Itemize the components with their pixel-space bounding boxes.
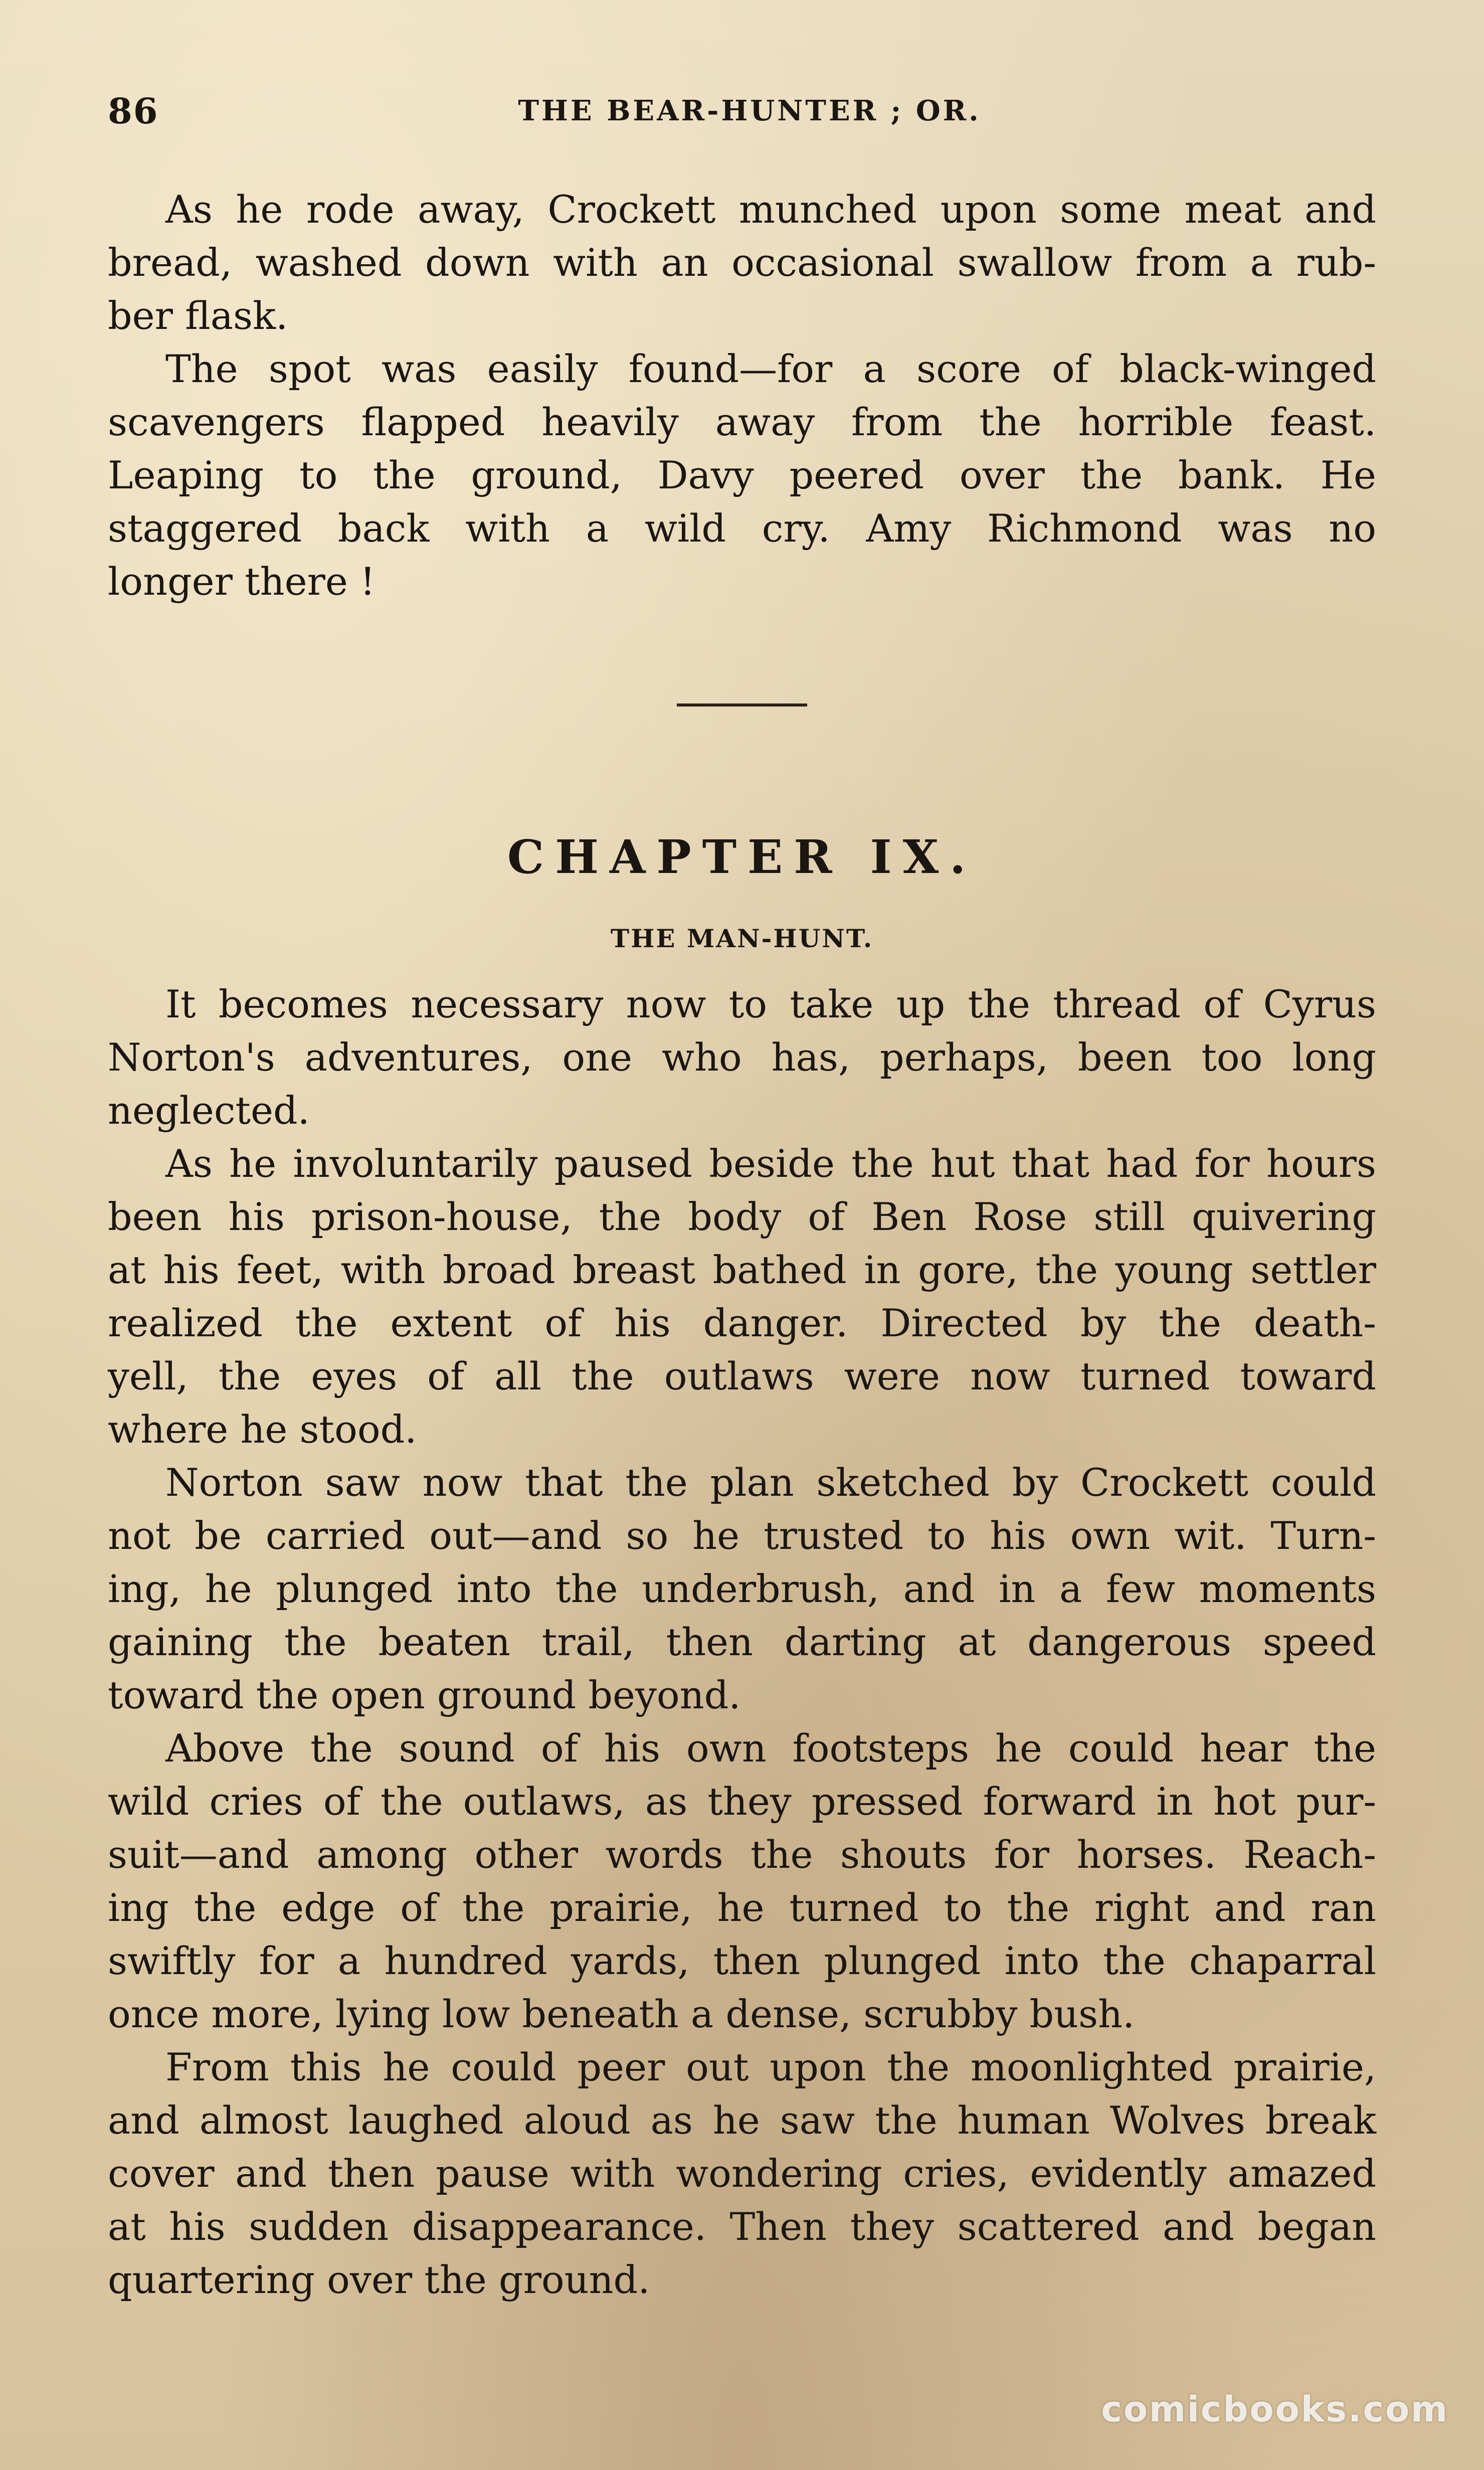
text-line: realized the extent of his danger. Directed by the death- xyxy=(108,1301,1376,1345)
running-head xyxy=(108,90,1391,135)
text-line: where he stood. xyxy=(108,1407,417,1452)
text-line: staggered back with a wild cry. Amy Richmond was no xyxy=(108,506,1376,551)
text-line: quartering over the ground. xyxy=(108,2257,650,2302)
text-line: toward the open ground beyond. xyxy=(108,1673,741,1717)
text-line: Leaping to the ground, Davy peered over the bank. He xyxy=(108,453,1376,497)
chapter-subtitle: THE MAN-HUNT. xyxy=(610,924,874,953)
text-line: swiftly for a hundred yards, then plunged into the chaparral xyxy=(108,1938,1376,1983)
section-divider xyxy=(677,703,807,707)
text-line: at his feet, with broad breast bathed in gore, the young settler xyxy=(108,1248,1376,1292)
text-before-chapter xyxy=(108,183,1376,608)
text-line: cover and then pause with wondering cries, evidently amazed xyxy=(108,2151,1376,2196)
running-head-title: THE BEAR-HUNTER ; OR. xyxy=(518,94,981,127)
text-line: Norton saw now that the plan sketched by Crockett could xyxy=(165,1460,1376,1505)
text-line: As he rode away, Crockett munched upon some meat and xyxy=(165,187,1376,232)
text-line: suit—and among other words the shouts for horses. Reach- xyxy=(108,1832,1376,1877)
text-line: ber flask. xyxy=(108,293,288,338)
paragraph xyxy=(108,2041,1376,2307)
text-line: wild cries of the outlaws, as they pressed forward in hot pur- xyxy=(108,1779,1376,1824)
text-line: yell, the eyes of all the outlaws were now turned toward xyxy=(108,1354,1376,1398)
page-number: 86 xyxy=(108,90,159,132)
site-watermark: comicbooks.com xyxy=(1101,2389,1449,2430)
text-line: It becomes necessary now to take up the thread of Cyrus xyxy=(165,982,1376,1026)
text-line: longer there ! xyxy=(108,559,376,604)
text-line: ing the edge of the prairie, he turned to the right and ran xyxy=(108,1885,1376,1930)
text-line: not be carried out—and so he trusted to his own wit. Turn- xyxy=(108,1513,1376,1558)
paragraph xyxy=(108,1722,1376,2041)
text-line: once more, lying low beneath a dense, scrubby bush. xyxy=(108,1992,1135,2036)
text-line: Norton's adventures, one who has, perhaps, been too long xyxy=(108,1035,1376,1080)
paragraph xyxy=(108,183,1376,342)
text-line: The spot was easily found—for a score of black-winged xyxy=(165,346,1376,391)
text-line: From this he could peer out upon the moonlighted prairie, xyxy=(165,2045,1376,2089)
paragraph xyxy=(108,1456,1376,1722)
text-line: scavengers flapped heavily away from the horrible feast. xyxy=(108,400,1376,444)
text-line: ing, he plunged into the underbrush, and in a few moments xyxy=(108,1566,1376,1611)
chapter-body xyxy=(108,978,1376,2307)
paragraph xyxy=(108,1137,1376,1456)
text-line: gaining the beaten trail, then darting at dangerous speed xyxy=(108,1620,1376,1664)
text-line: As he involuntarily paused beside the hut that had for hours xyxy=(165,1141,1376,1186)
text-line: and almost laughed aloud as he saw the human Wolves break xyxy=(108,2098,1376,2143)
paragraph xyxy=(108,978,1376,1137)
paragraph xyxy=(108,342,1376,608)
text-line: Above the sound of his own footsteps he could hear the xyxy=(165,1726,1376,1771)
text-line: neglected. xyxy=(108,1088,310,1133)
chapter-title: CHAPTER IX. xyxy=(507,830,977,884)
text-line: been his prison-house, the body of Ben Rose still quivering xyxy=(108,1194,1376,1239)
text-line: bread, washed down with an occasional swallow from a rub- xyxy=(108,240,1376,285)
text-line: at his sudden disappearance. Then they scattered and began xyxy=(108,2204,1376,2249)
